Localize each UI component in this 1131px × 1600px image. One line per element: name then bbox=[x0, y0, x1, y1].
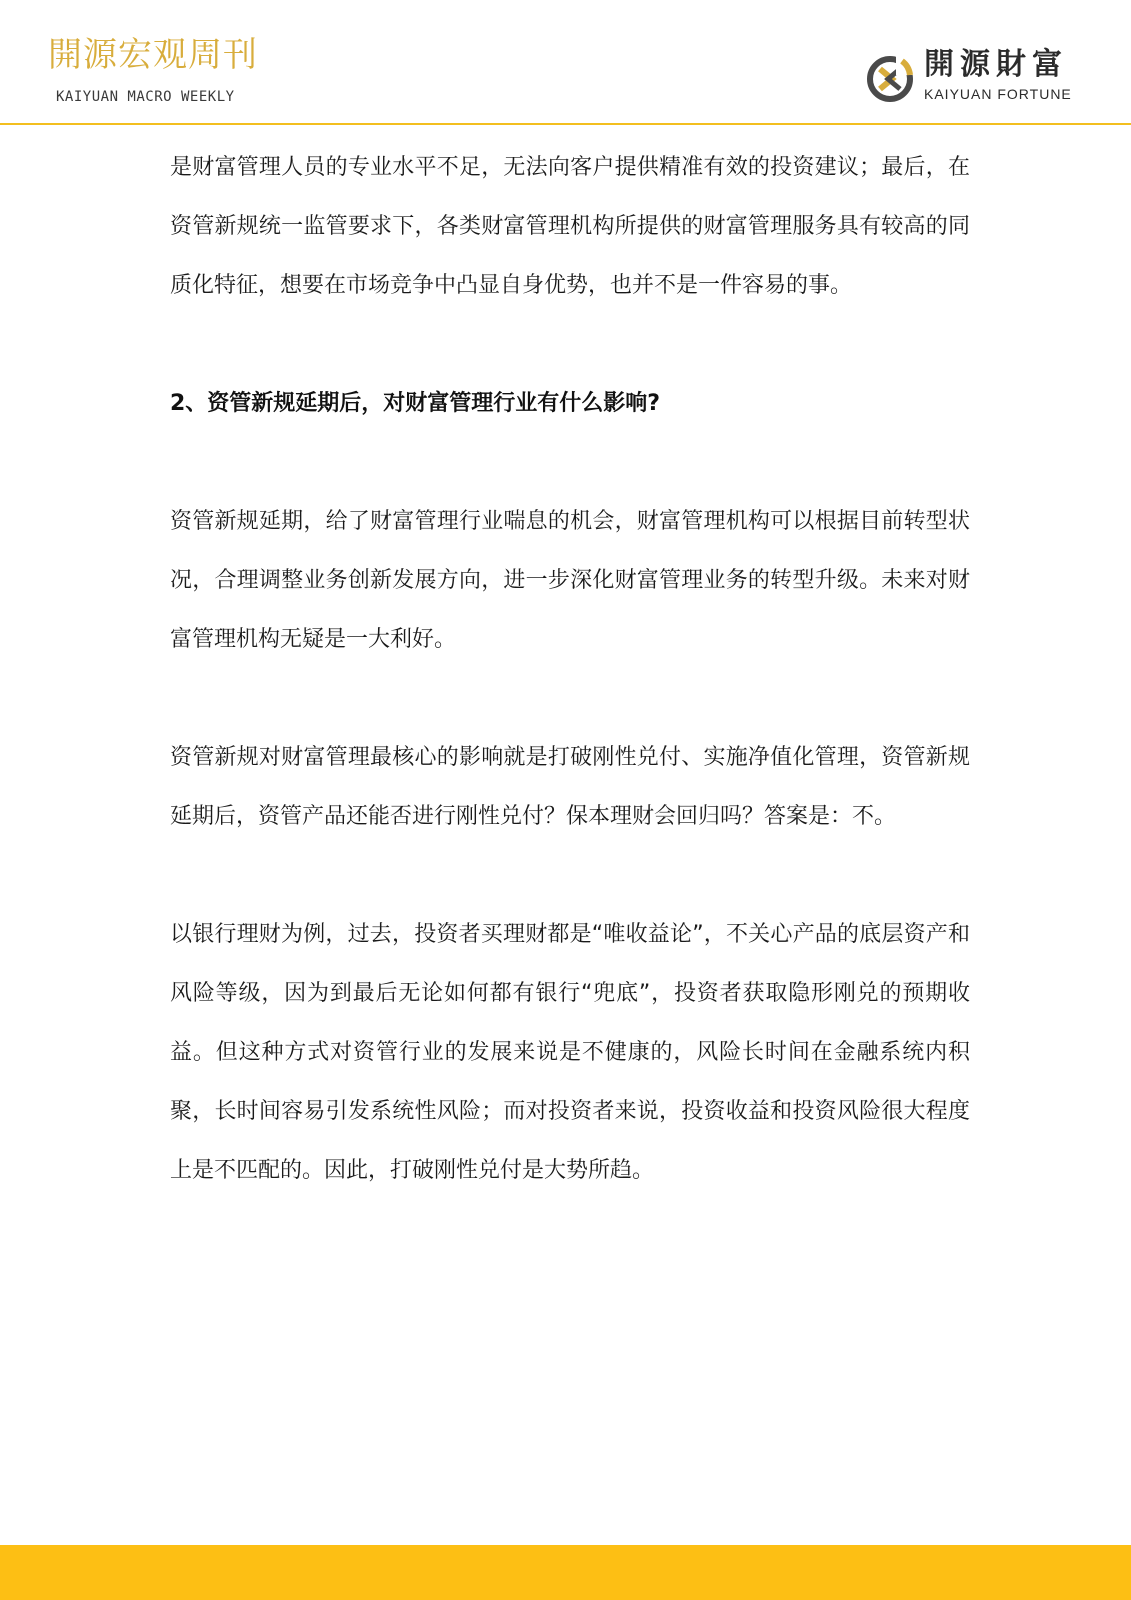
paragraph-2: 资管新规延期，给了财富管理行业喘息的机会，财富管理机构可以根据目前转型状况，合理调整业务创新发展方向，进一步深化财富管理业务的转型升级。未来对财富管理机构无疑是一大利好。 bbox=[170, 509, 970, 652]
brand-english-name: KAIYUAN FORTUNE bbox=[924, 86, 1072, 102]
publication-subtitle: KAIYUAN MACRO WEEKLY bbox=[56, 89, 235, 105]
publication-title: 開源宏观周刊 bbox=[48, 35, 258, 75]
kaiyuan-fortune-logo-icon bbox=[866, 55, 914, 103]
page-header bbox=[0, 0, 1131, 124]
paragraph-gap bbox=[170, 669, 970, 728]
paragraph-gap bbox=[170, 846, 970, 905]
paragraph-3: 资管新规对财富管理最核心的影响就是打破刚性兑付、实施净值化管理，资管新规延期后，资管产品还能否进行刚性兑付？保本理财会回归吗？答案是：不。 bbox=[170, 745, 970, 829]
paragraph-gap bbox=[170, 315, 970, 374]
brand-name: 開源財富 bbox=[924, 47, 1068, 82]
footer-bar bbox=[0, 1545, 1131, 1600]
header-divider bbox=[0, 123, 1131, 125]
section-heading: 2、资管新规延期后，对财富管理行业有什么影响? bbox=[170, 391, 661, 416]
paragraph-4: 以银行理财为例，过去，投资者买理财都是“唯收益论”，不关心产品的底层资产和风险等级，因为到最后无论如何都有银行“兜底”，投资者获取隐形刚兑的预期收益。但这种方式对资管行业的发展来说是不健康的，风险长时间在金融系统内积聚，长时间容易引发系统性风险；而对投资者来说，投资收益和投资风险很大程度上是不匹配的。因此，打破刚性兑付是大势所趋。 bbox=[170, 922, 970, 1183]
paragraph-1: 是财富管理人员的专业水平不足，无法向客户提供精准有效的投资建议；最后，在资管新规统一监管要求下，各类财富管理机构所提供的财富管理服务具有较高的同质化特征，想要在市场竞争中凸显自身优势，也并不是一件容易的事。 bbox=[170, 155, 970, 298]
paragraph-gap bbox=[170, 433, 970, 492]
article-body bbox=[170, 138, 970, 1200]
